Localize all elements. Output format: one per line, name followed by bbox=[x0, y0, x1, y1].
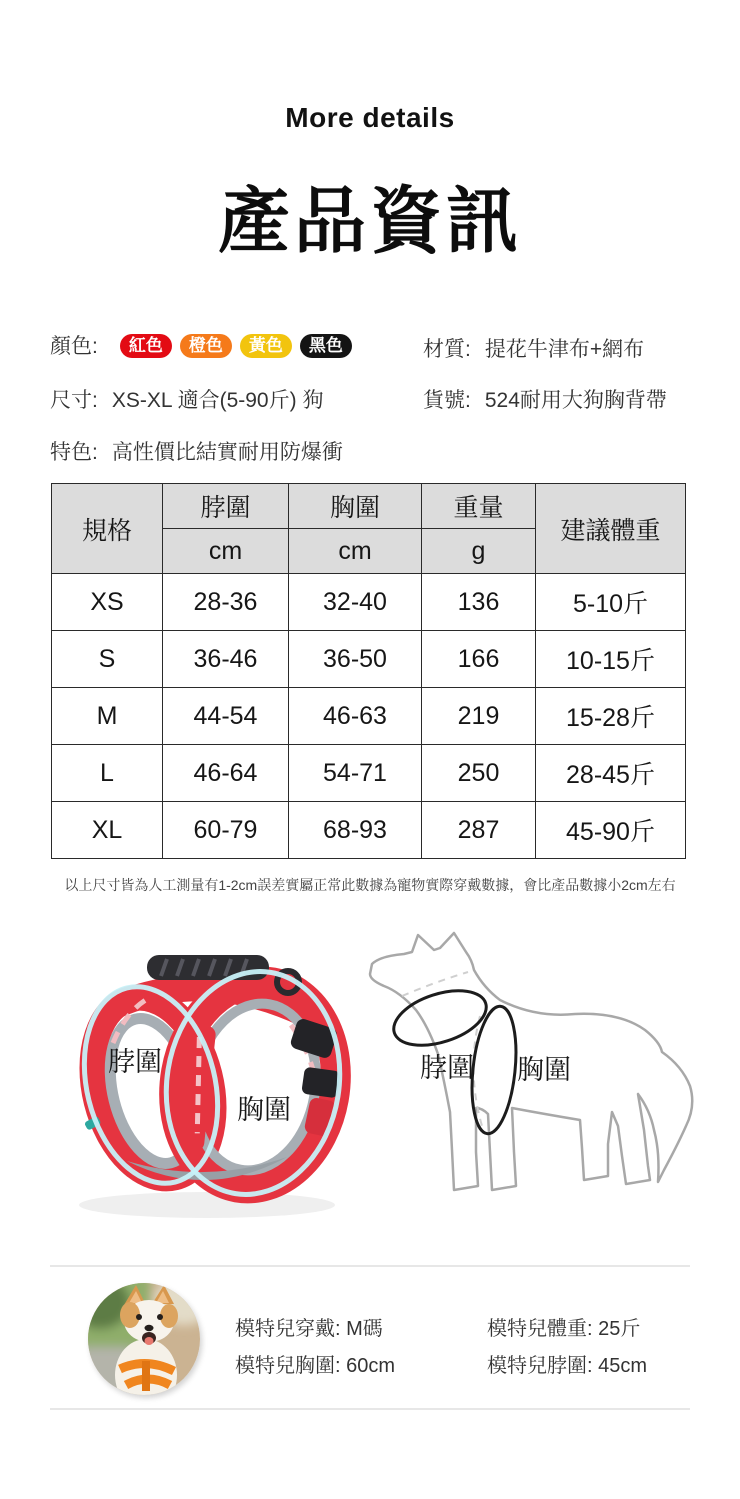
col-header-spec: 規格 bbox=[52, 484, 163, 574]
dog-chest-label: 胸圍 bbox=[517, 1055, 571, 1085]
dog-neck-label: 脖圍 bbox=[420, 1053, 474, 1083]
col-header-weight: 重量 bbox=[422, 484, 536, 529]
divider-top bbox=[50, 1265, 690, 1267]
model-wear-label: 模特兒穿戴: bbox=[235, 1318, 341, 1340]
cell-chest: 68-93 bbox=[289, 802, 422, 859]
cell-chest: 54-71 bbox=[289, 745, 422, 802]
sku-label: 貨號: bbox=[423, 389, 471, 412]
feature-row bbox=[50, 436, 343, 466]
page-title: 產品資訊 bbox=[217, 182, 522, 262]
divider-bottom bbox=[50, 1408, 690, 1410]
cell-chest: 36-50 bbox=[289, 631, 422, 688]
col-header-neck: 脖圍 bbox=[163, 484, 289, 529]
size-label: 尺寸: bbox=[50, 389, 98, 412]
material-label: 材質: bbox=[423, 338, 471, 361]
harness-chest-label: 胸圍 bbox=[237, 1095, 291, 1125]
cell-weight: 136 bbox=[422, 574, 536, 631]
harness-photo bbox=[55, 933, 365, 1228]
cell-neck: 44-54 bbox=[163, 688, 289, 745]
model-chest-label: 模特兒胸圍: bbox=[235, 1355, 341, 1377]
cell-size: L bbox=[52, 745, 163, 802]
model-weight-line bbox=[487, 1312, 640, 1341]
table-row bbox=[52, 631, 686, 688]
cell-chest: 32-40 bbox=[289, 574, 422, 631]
cell-suggest: 45-90斤 bbox=[536, 802, 686, 859]
col-unit-neck: cm bbox=[163, 529, 289, 574]
cell-weight: 166 bbox=[422, 631, 536, 688]
model-dog-photo bbox=[88, 1283, 200, 1395]
cell-chest: 46-63 bbox=[289, 688, 422, 745]
size-row bbox=[50, 384, 323, 414]
color-swatch-orange: 橙色 bbox=[180, 334, 232, 358]
col-unit-weight: g bbox=[422, 529, 536, 574]
sku-row bbox=[423, 384, 667, 414]
feature-label: 特色: bbox=[50, 441, 98, 464]
size-value: XS-XL 適合(5-90斤) 狗 bbox=[111, 389, 324, 412]
model-chest-line bbox=[235, 1349, 395, 1378]
sku-value: 524耐用大狗胸背帶 bbox=[484, 389, 667, 412]
harness-neck-label: 脖圍 bbox=[108, 1047, 162, 1077]
col-header-suggest: 建議體重 bbox=[536, 484, 686, 574]
model-chest-value: 60cm bbox=[346, 1355, 396, 1377]
table-row bbox=[52, 802, 686, 859]
measurement-note: 以上尺寸皆為人工測量有1-2cm誤差實屬正常此數據為寵物實際穿戴數據，會比產品數據小2cm左右 bbox=[64, 877, 676, 893]
table-row bbox=[52, 574, 686, 631]
cell-size: XS bbox=[52, 574, 163, 631]
section-subtitle: More details bbox=[285, 102, 455, 133]
cell-size: M bbox=[52, 688, 163, 745]
cell-size: S bbox=[52, 631, 163, 688]
corgi-photo-art bbox=[88, 1283, 200, 1395]
table-row bbox=[52, 745, 686, 802]
color-label: 顏色: bbox=[50, 335, 98, 358]
table-row bbox=[52, 688, 686, 745]
color-swatch-black: 黑色 bbox=[300, 334, 352, 358]
model-weight-label: 模特兒體重: bbox=[487, 1318, 593, 1340]
size-table bbox=[51, 483, 686, 859]
cell-suggest: 28-45斤 bbox=[536, 745, 686, 802]
cell-suggest: 10-15斤 bbox=[536, 631, 686, 688]
model-wear-value: M碼 bbox=[346, 1318, 383, 1340]
cell-size: XL bbox=[52, 802, 163, 859]
color-row bbox=[50, 330, 352, 360]
color-swatch-red: 紅色 bbox=[120, 334, 172, 358]
color-swatch-yellow: 黃色 bbox=[240, 334, 292, 358]
cell-neck: 28-36 bbox=[163, 574, 289, 631]
col-unit-chest: cm bbox=[289, 529, 422, 574]
cell-weight: 219 bbox=[422, 688, 536, 745]
material-value: 提花牛津布+網布 bbox=[484, 338, 645, 361]
cell-neck: 46-64 bbox=[163, 745, 289, 802]
model-neck-line bbox=[487, 1349, 647, 1378]
cell-suggest: 5-10斤 bbox=[536, 574, 686, 631]
model-neck-label: 模特兒脖圍: bbox=[487, 1355, 593, 1377]
cell-neck: 36-46 bbox=[163, 631, 289, 688]
feature-value: 高性價比結實耐用防爆衝 bbox=[111, 441, 343, 464]
cell-suggest: 15-28斤 bbox=[536, 688, 686, 745]
model-neck-value: 45cm bbox=[598, 1355, 648, 1377]
cell-neck: 60-79 bbox=[163, 802, 289, 859]
col-header-chest: 胸圍 bbox=[289, 484, 422, 529]
cell-weight: 250 bbox=[422, 745, 536, 802]
model-wear-line bbox=[235, 1312, 383, 1341]
material-row bbox=[423, 333, 644, 363]
cell-weight: 287 bbox=[422, 802, 536, 859]
model-weight-value: 25斤 bbox=[598, 1318, 641, 1340]
